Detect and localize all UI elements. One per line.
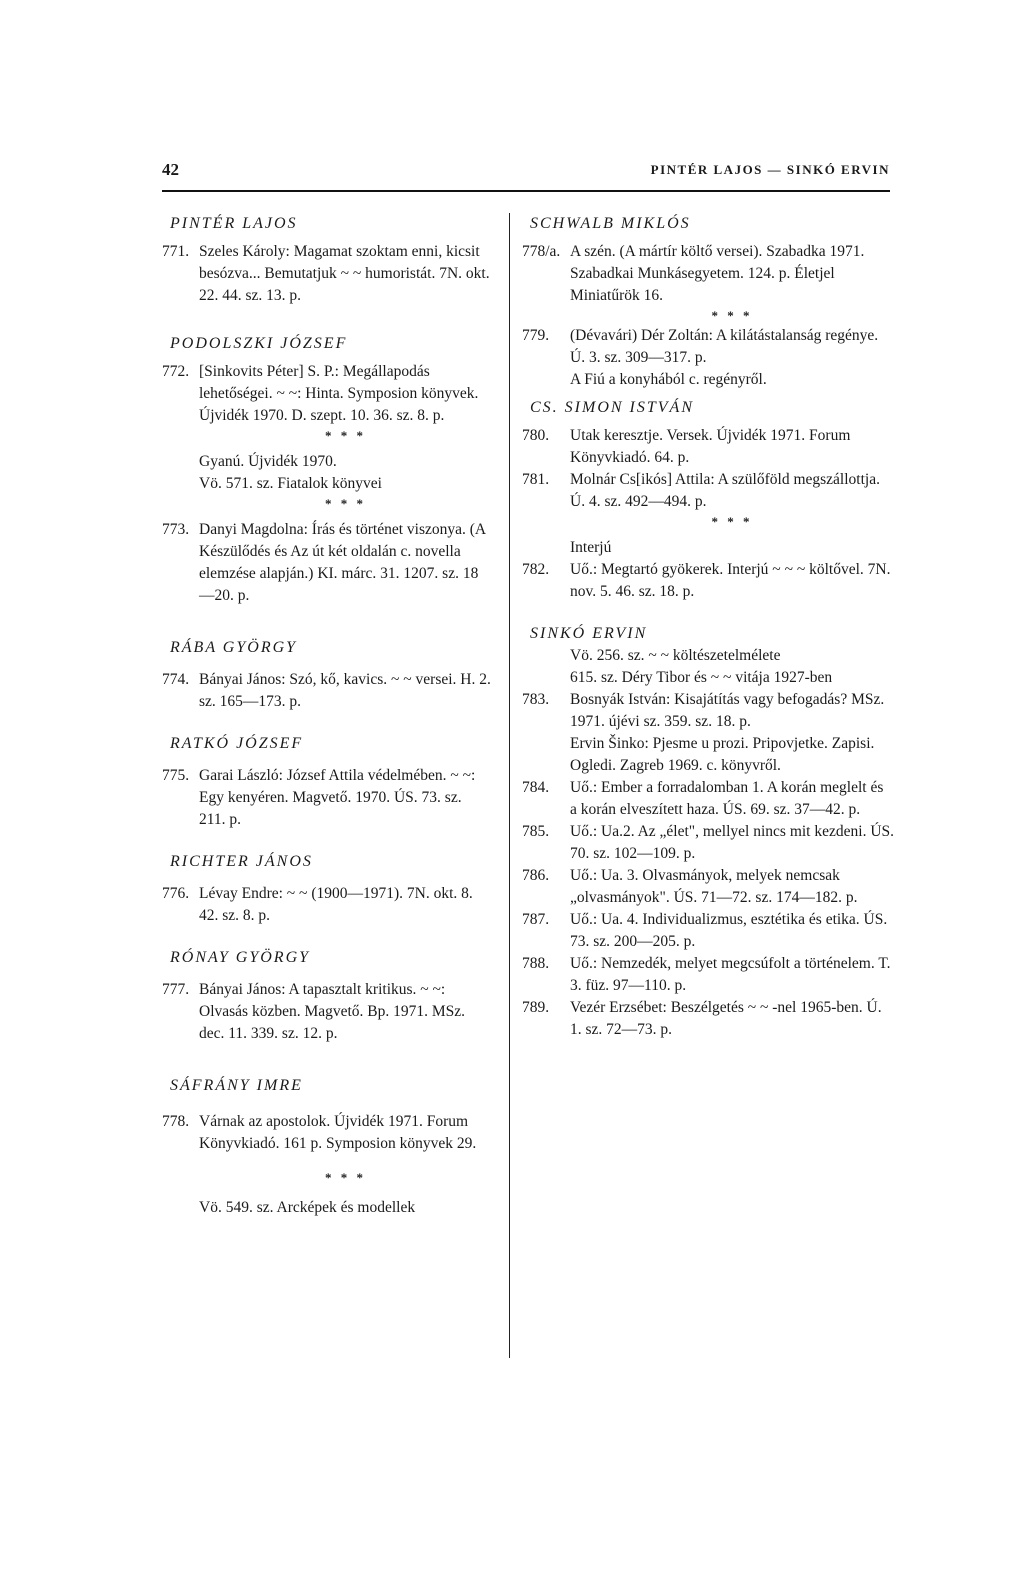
entry-text: Molnár Cs[ikós] Attila: A szülőföld megszállottja. Ú. 4. sz. 492—494. p. — [570, 471, 880, 510]
entry-text: Uő.: Ua. 4. Individualizmus, esztétika és etika. ÚS. 73. sz. 200—205. p. — [570, 911, 888, 950]
bib-entry-778 — [162, 1111, 492, 1155]
bib-entry-782 — [522, 559, 894, 603]
bib-entry-773 — [162, 519, 492, 607]
author-heading: SINKÓ ERVIN — [530, 625, 648, 642]
author-heading: RICHTER JÁNOS — [170, 853, 313, 870]
entry-number: 778. — [162, 1113, 190, 1130]
author-heading: PODOLSZKI JÓZSEF — [170, 335, 348, 352]
entry-note: Ervin Šinko: Pjesme u prozi. Pripovjetke. Zapisi. Ogledi. Zagreb 1969. c. könyvről. — [570, 735, 875, 774]
bib-entry-786 — [522, 865, 894, 909]
entry-text: Vezér Erzsébet: Beszélgetés ~ ~ -nel 1965-ben. Ú. 1. sz. 72—73. p. — [570, 999, 882, 1038]
entry-text: Bányai János: A tapasztalt kritikus. ~ ~: Olvasás közben. Magvető. Bp. 1971. MSz. dec. 11. 339. sz. 12. p. — [199, 981, 466, 1042]
section-separator: * * * — [711, 308, 753, 323]
entry-text: Szeles Károly: Magamat szoktam enni, kicsit besózva... Bemutatjuk ~ ~ humoristát. 7N. okt. 22. 44. sz. 13. p. — [199, 243, 490, 304]
author-heading: PINTÉR LAJOS — [170, 215, 298, 232]
bib-entry-789 — [522, 997, 894, 1041]
author-heading: RÓNAY GYÖRGY — [170, 949, 311, 966]
entry-number: 786. — [522, 867, 550, 884]
entry-text: (Dévavári) Dér Zoltán: A kilátástalanság regénye. Ú. 3. sz. 309—317. p. — [570, 327, 879, 366]
entry-text: Uő.: Megtartó gyökerek. Interjú ~ ~ ~ költővel. 7N. nov. 5. 46. sz. 18. p. — [570, 561, 891, 600]
entry-text: Utak keresztje. Versek. Újvidék 1971. Forum Könyvkiadó. 64. p. — [570, 427, 851, 466]
author-heading: CS. SIMON ISTVÁN — [530, 399, 694, 416]
right-column — [522, 213, 894, 1041]
author-heading: SCHWALB MIKLÓS — [530, 215, 691, 232]
entry-text: [Sinkovits Péter] S. P.: Megállapodás lehetőségei. ~ ~: Hinta. Symposion könyvek. Újvidék 1970. D. szept. 10. 36. sz. 8. p. — [199, 363, 479, 424]
entry-number: 787. — [522, 911, 550, 928]
bib-entry-783 — [522, 689, 894, 733]
page-header — [162, 160, 890, 192]
section-separator: * * * — [711, 514, 753, 529]
bib-entry-784 — [522, 777, 894, 821]
entry-text: Uő.: Ua. 3. Olvasmányok, melyek nemcsak „olvasmányok". ÚS. 71—72. sz. 174—182. p. — [570, 867, 858, 906]
cross-reference: Vö. 256. sz. ~ ~ költészetelmélete — [570, 647, 781, 664]
bib-entry-787 — [522, 909, 894, 953]
entry-number: 771. — [162, 243, 190, 260]
subsection-label: Interjú — [570, 539, 612, 556]
cross-reference: Vö. 549. sz. Arcképek és modellek — [199, 1199, 416, 1216]
entry-number: 774. — [162, 671, 190, 688]
entry-text: Várnak az apostolok. Újvidék 1971. Forum Könyvkiadó. 161 p. Symposion könyvek 29. — [199, 1113, 477, 1152]
entry-number: 784. — [522, 779, 550, 796]
entry-text: Bányai János: Szó, kő, kavics. ~ ~ versei. H. 2. sz. 165—173. p. — [199, 671, 491, 710]
entry-number: 778/a. — [522, 243, 561, 260]
entry-note: A Fiú a konyhából c. regényről. — [570, 371, 767, 388]
bib-entry-780 — [522, 425, 894, 469]
entry-number: 779. — [522, 327, 550, 344]
bib-entry-779 — [522, 325, 894, 369]
entry-number: 782. — [522, 561, 550, 578]
bib-entry-781 — [522, 469, 894, 513]
bib-entry-775 — [162, 765, 492, 831]
entry-number: 788. — [522, 955, 550, 972]
bib-entry-776 — [162, 883, 492, 927]
work-title: Gyanú. Újvidék 1970. — [199, 453, 337, 470]
entry-number: 776. — [162, 885, 190, 902]
entry-number: 789. — [522, 999, 550, 1016]
bib-entry-771 — [162, 241, 492, 307]
entry-number: 780. — [522, 427, 550, 444]
entry-number: 772. — [162, 363, 190, 380]
cross-reference: Vö. 571. sz. Fiatalok könyvei — [199, 475, 382, 492]
entry-number: 781. — [522, 471, 550, 488]
author-heading: RATKÓ JÓZSEF — [170, 735, 304, 752]
section-separator: * * * — [325, 428, 366, 443]
cross-reference: 615. sz. Déry Tibor és ~ ~ vitája 1927-ben — [570, 669, 833, 686]
left-column — [162, 213, 492, 1219]
page-number: 42 — [162, 160, 179, 179]
entry-text: Uő.: Nemzedék, melyet megcsúfolt a történelem. T. 3. füz. 97—110. p. — [570, 955, 891, 994]
entry-number: 775. — [162, 767, 190, 784]
bib-entry-772 — [162, 361, 492, 427]
entry-number: 783. — [522, 691, 550, 708]
entry-text: Uő.: Ua.2. Az „élet", mellyel nincs mit kezdeni. ÚS. 70. sz. 102—109. p. — [570, 823, 895, 862]
column-divider — [509, 213, 510, 1358]
entry-text: Uő.: Ember a forradalomban 1. A korán meglelt és a korán elveszített haza. ÚS. 69. sz. 37—42. p. — [570, 779, 884, 818]
bib-entry-778a — [522, 241, 894, 307]
entry-text: Garai László: József Attila védelmében. ~ ~: Egy kenyéren. Magvető. 1970. ÚS. 73. sz. 211. p. — [199, 767, 476, 828]
entry-text: Danyi Magdolna: Írás és történet viszonya. (A Készülődés és Az út két oldalán c. novella elemzése alapján.) KI. márc. 31. 1207. sz. 18—20. p. — [199, 521, 486, 604]
section-separator: * * * — [325, 1170, 366, 1185]
section-separator: * * * — [325, 496, 366, 511]
entry-number: 785. — [522, 823, 550, 840]
author-heading: RÁBA GYÖRGY — [170, 639, 298, 656]
entry-number: 773. — [162, 521, 190, 538]
bib-entry-788 — [522, 953, 894, 997]
bib-entry-777 — [162, 979, 492, 1045]
entry-text: Lévay Endre: ~ ~ (1900—1971). 7N. okt. 8. 42. sz. 8. p. — [199, 885, 473, 924]
author-heading: SÁFRÁNY IMRE — [170, 1077, 303, 1094]
bib-entry-774 — [162, 669, 492, 713]
bib-entry-785 — [522, 821, 894, 865]
entry-text: Bosnyák István: Kisajátítás vagy befogadás? MSz. 1971. újévi sz. 359. sz. 18. p. — [570, 691, 885, 730]
running-head: PINTÉR LAJOS — SINKÓ ERVIN — [650, 162, 890, 177]
entry-text: A szén. (A mártír költő versei). Szabadka 1971. Szabadkai Munkásegyetem. 124. p. Életjel Miniatűrök 16. — [570, 243, 865, 304]
entry-number: 777. — [162, 981, 190, 998]
